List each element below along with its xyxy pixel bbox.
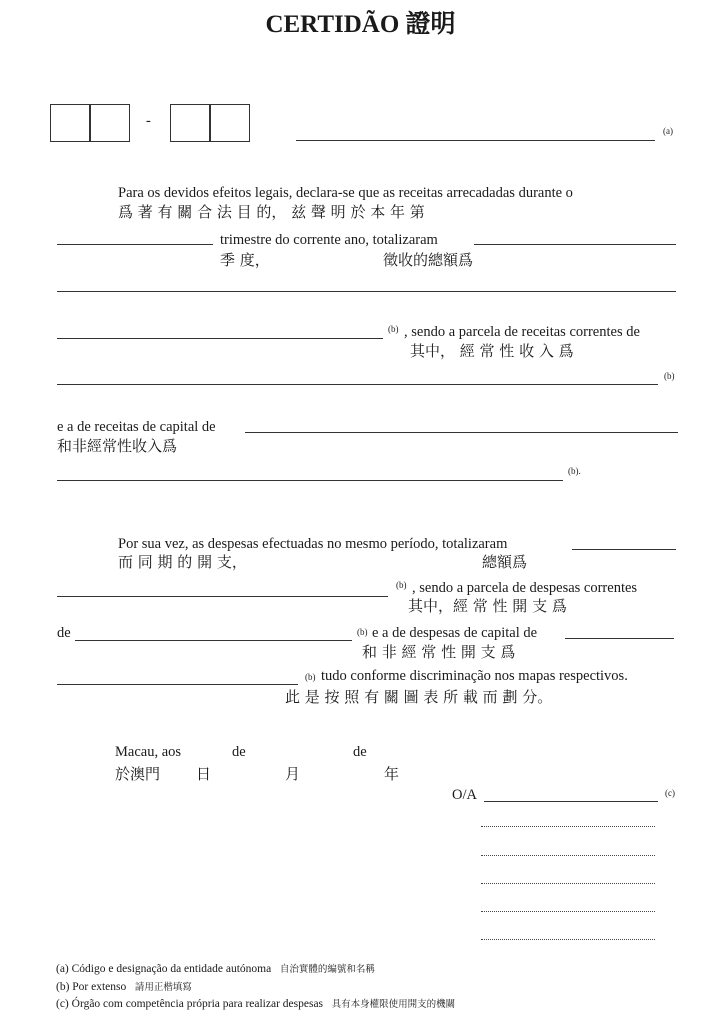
text: e a de receitas de capital de <box>57 419 216 435</box>
footnote-text-zh: 請用正楷填寫 <box>134 982 192 993</box>
current-expense-field[interactable] <box>75 640 352 641</box>
signature-line[interactable] <box>481 826 655 827</box>
text-zh: 而 同 期 的 開 支， <box>118 553 247 571</box>
revenue-total-field[interactable] <box>474 244 676 245</box>
footnote-text-zh: 具有本身權限使用開支的機關 <box>331 999 456 1010</box>
capital-revenue-field-cont[interactable] <box>57 480 563 481</box>
text-zh: 季 度， <box>220 251 270 269</box>
footnote-text: (c) Órgão com competência própria para realizar despesas <box>56 998 324 1010</box>
signature-line[interactable] <box>481 855 655 856</box>
footnote-b <box>56 982 192 994</box>
signature-line[interactable] <box>481 911 655 912</box>
capital-expense-field-cont[interactable] <box>57 684 298 685</box>
page-title: CERTIDÃO 證明 <box>265 11 456 38</box>
expense-total-field[interactable] <box>572 549 676 550</box>
note-ref: (c) <box>665 788 675 798</box>
note-ref: (b) <box>388 324 399 334</box>
text-zh: 和非經常性收入爲 <box>57 437 178 455</box>
expense-total-field-cont[interactable] <box>57 596 388 597</box>
note-ref: (b) <box>664 371 675 381</box>
date-label-zh: 月 <box>285 765 301 783</box>
text: Por sua vez, as despesas efectuadas no mesmo período, totalizaram <box>118 536 508 552</box>
date-label: Macau, aos <box>115 744 182 760</box>
date-label: de <box>232 744 246 760</box>
revenue-total-field-end[interactable] <box>57 338 383 339</box>
date-label-zh: 於澳門 <box>115 765 161 783</box>
capital-expense-field[interactable] <box>565 638 674 639</box>
signature-line[interactable] <box>481 939 655 940</box>
text-zh: 爲 著 有 關 合 法 目 的， 兹 聲 明 於 本 年 第 <box>118 203 425 221</box>
text: , sendo a parcela de despesas correntes <box>412 580 638 596</box>
current-revenue-field[interactable] <box>57 384 658 385</box>
text-zh: 和 非 經 常 性 開 支 爲 <box>362 643 516 661</box>
text-zh: 其中， 經 常 性 收 入 爲 <box>410 342 574 360</box>
text: tudo conforme discriminação nos mapas respectivos. <box>321 668 628 684</box>
date-label-zh: 日 <box>196 765 212 783</box>
footnote-a <box>56 964 375 976</box>
quarter-field[interactable] <box>57 244 213 245</box>
capital-revenue-field[interactable] <box>245 432 678 433</box>
text: Para os devidos efeitos legais, declara-se que as receitas arrecadadas durante o <box>118 185 573 201</box>
entity-field[interactable] <box>296 140 655 141</box>
code-box[interactable] <box>170 104 210 142</box>
revenue-total-field-cont[interactable] <box>57 291 676 292</box>
text-zh: 其中，經 常 性 開 支 爲 <box>408 597 567 615</box>
note-ref: (b) <box>396 580 407 590</box>
code-box[interactable] <box>50 104 90 142</box>
code-dash: - <box>146 113 151 129</box>
footnote-text: (a) Código e designação da entidade autónoma <box>56 963 272 975</box>
oa-label: O/A <box>452 787 477 803</box>
text: e a de despesas de capital de <box>372 625 538 641</box>
text-zh: 徵收的總額爲 <box>383 251 474 269</box>
date-label: de <box>353 744 367 760</box>
code-box[interactable] <box>90 104 130 142</box>
footnote-text-zh: 自治實體的編號和名稱 <box>279 964 375 975</box>
footnote-text: (b) Por extenso <box>56 981 127 993</box>
signature-line[interactable] <box>481 883 655 884</box>
code-box[interactable] <box>210 104 250 142</box>
note-ref: (b) <box>357 627 368 637</box>
note-ref: (a) <box>663 126 673 136</box>
organ-field[interactable] <box>484 801 658 802</box>
date-label-zh: 年 <box>384 765 400 783</box>
footnote-c <box>56 999 455 1011</box>
note-ref: (b). <box>568 466 581 476</box>
text-zh: 此 是 按 照 有 關 圖 表 所 載 而 劃 分。 <box>285 688 553 706</box>
text: de <box>57 625 71 641</box>
text-zh: 總額爲 <box>482 553 528 571</box>
text: , sendo a parcela de receitas correntes de <box>404 324 640 340</box>
text: trimestre do corrente ano, totalizaram <box>220 232 438 248</box>
note-ref: (b) <box>305 672 316 682</box>
